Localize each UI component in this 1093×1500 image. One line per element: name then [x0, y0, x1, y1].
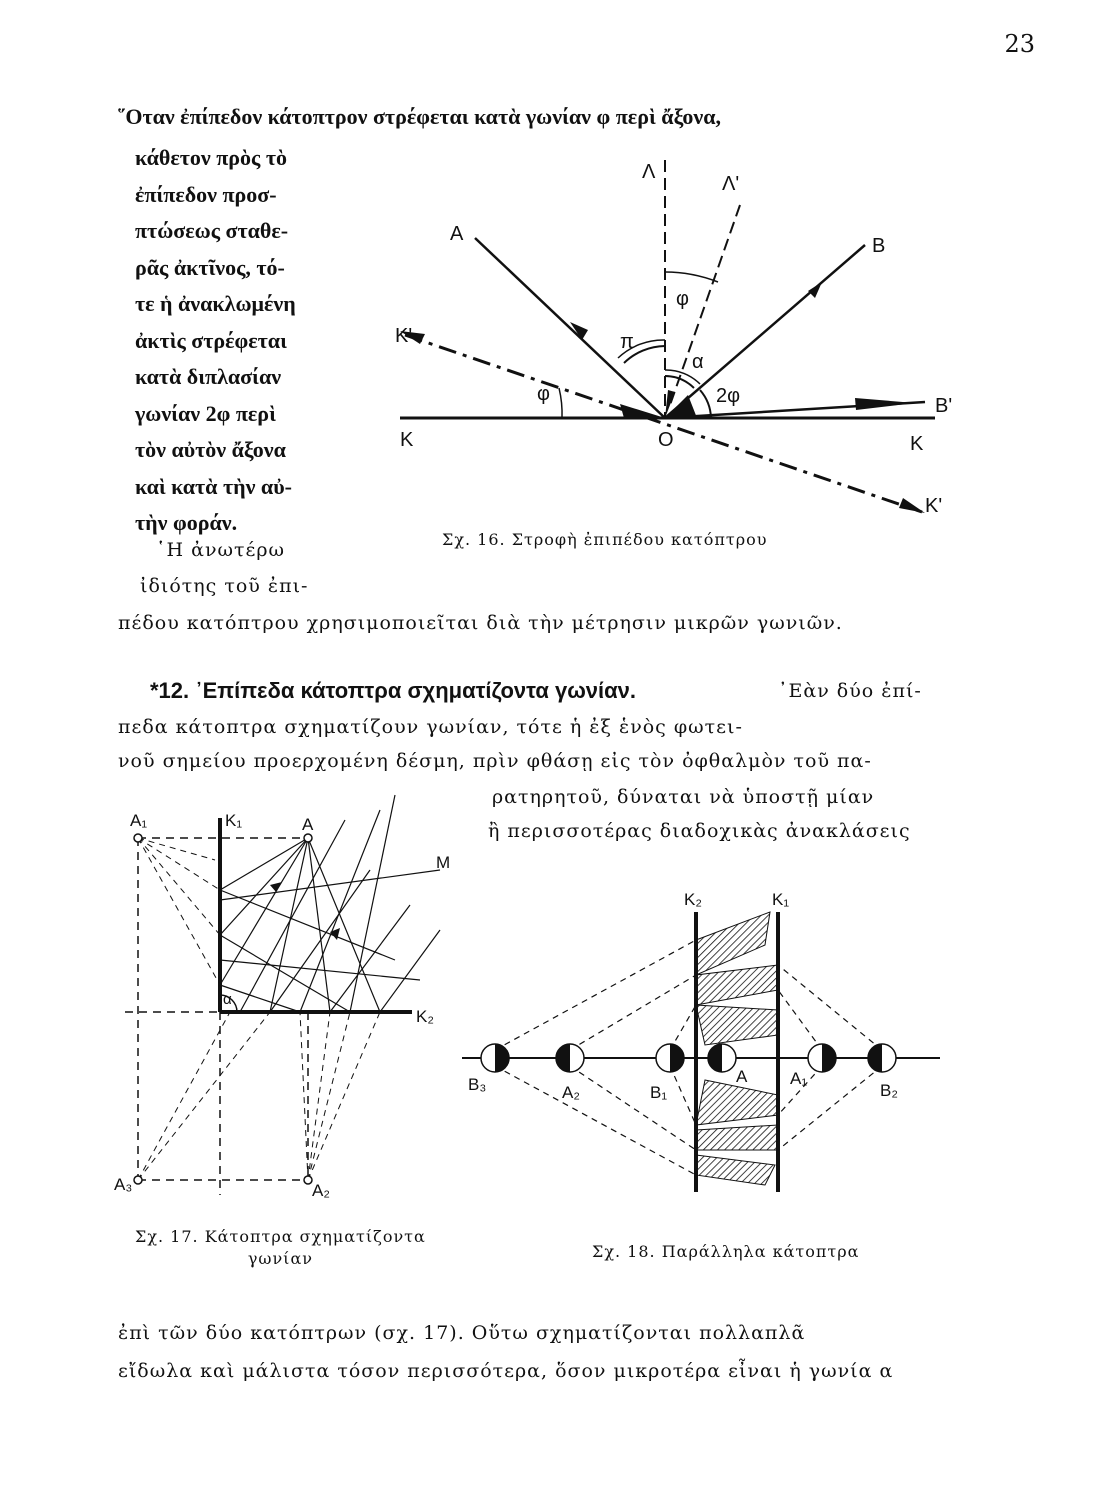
fig16-label-O: O: [658, 429, 674, 451]
fig17-label-alpha: α: [223, 991, 232, 1008]
intro-column: [135, 140, 296, 542]
fig16-label-L: Λ: [642, 161, 656, 183]
fig16-label-A: A: [450, 223, 464, 245]
intro-col-line: γωνίαν 2φ περὶ: [135, 400, 276, 426]
fig17-caption: [135, 1226, 426, 1270]
fig16-label-Bp: B': [935, 395, 953, 417]
fig16-label-Kp-right: K': [925, 495, 943, 517]
closing-line: ἐπὶ τῶν δύο κατόπτρων (σχ. 17). Οὕτω σχηματίζονται πολλαπλᾶ: [118, 1322, 806, 1344]
fig18-label-A2: A₂: [562, 1083, 580, 1102]
fig16-label-K-right: K: [910, 433, 924, 455]
intro-first-line: ῞Οταν ἐπίπεδον κάτοπτρον στρέφεται κατὰ γωνίαν φ περὶ ἄξονα,: [118, 104, 722, 129]
fig16-label-phi-left: φ: [537, 383, 550, 405]
fig18-label-K2: K₂: [684, 890, 702, 909]
fig16-caption: Σχ. 16. Στροφὴ ἐπιπέδου κατόπτρου: [442, 530, 768, 549]
fig16-label-phi-top: φ: [676, 288, 689, 310]
intro-col-line: καὶ κατὰ τὴν αὐ-: [135, 473, 292, 499]
note-line: ῾Η ἀνωτέρω: [156, 539, 286, 561]
intro-col-line: κατὰ διπλασίαν: [135, 364, 282, 389]
intro-col-line: τὸν αὐτὸν ἄξονα: [135, 437, 286, 462]
section-12-line: πεδα κάτοπτρα σχηματίζουν γωνίαν, τότε ἡ ἐξ ἑνὸς φωτει-: [118, 716, 743, 738]
fig18-label-B2: B₂: [880, 1081, 898, 1100]
intro-col-line: κάθετον πρὸς τὸ: [135, 145, 287, 170]
intro-col-line: ἐπίπεδον προσ-: [135, 181, 277, 207]
figure-18: [455, 880, 955, 1210]
fig18-caption: Σχ. 18. Παράλληλα κάτοπτρα: [592, 1242, 860, 1261]
fig16-label-B: B: [872, 235, 886, 257]
fig17-caption-line: γωνίαν: [247, 1249, 313, 1268]
note-column: [140, 532, 308, 604]
fig16-label-pi: π: [620, 331, 634, 353]
fig18-label-A: A: [736, 1067, 748, 1086]
section-12-line: νοῦ σημείου προερχομένη δέσμη, πρὶν φθάσῃ εἰς τὸν ὀφθαλμὸν τοῦ πα-: [118, 750, 872, 772]
fig18-label-A1: A₁: [790, 1069, 808, 1088]
figure-17: [110, 790, 470, 1210]
page-number: 23: [1004, 30, 1035, 58]
section-12-line: ἢ περισσοτέρας διαδοχικὰς ἀνακλάσεις: [488, 820, 911, 842]
section-12-line: ρατηρητοῦ, δύναται νὰ ὑποστῇ μίαν: [492, 786, 875, 808]
intro-col-line: τὴν φοράν.: [135, 510, 238, 535]
fig17-label-A1: A₁: [130, 811, 148, 830]
note-line: ἰδιότης τοῦ ἐπι-: [140, 575, 309, 597]
fig16-label-Kp-left: K': [395, 325, 413, 347]
intro-col-line: ἀκτὶς στρέφεται: [135, 327, 287, 353]
figure-16: [360, 140, 980, 560]
fig18-label-K1: K₁: [772, 890, 790, 909]
intro-col-line: πτώσεως σταθε-: [135, 218, 289, 243]
fig17-label-A3: A₃: [114, 1175, 133, 1194]
section-12-line: ᾿Εὰν δύο ἐπί-: [778, 680, 922, 702]
fig16-label-Lp: Λ': [722, 173, 740, 195]
fig18-label-B1: B₁: [650, 1083, 668, 1102]
fig16-label-K-left: K: [400, 429, 414, 451]
fig17-label-K2: K₂: [416, 1007, 434, 1026]
fig17-label-M: M: [436, 853, 451, 872]
note-full-line: πέδου κατόπτρου χρησιμοποιεῖται διὰ τὴν μέτρησιν μικρῶν γωνιῶν.: [118, 612, 843, 634]
intro-col-line: ρᾶς ἀκτῖνος, τό-: [135, 254, 285, 280]
closing-line: εἴδωλα καὶ μάλιστα τόσον περισσότερα, ὅσον μικροτέρα εἶναι ἡ γωνία α: [118, 1360, 894, 1382]
fig16-label-two-phi: 2φ: [716, 385, 741, 407]
fig16-label-alpha: α: [692, 351, 704, 373]
fig17-label-A2: A₂: [312, 1181, 330, 1200]
fig17-caption-line: Σχ. 17. Κάτοπτρα σχηματίζοντα: [135, 1227, 426, 1246]
section-12-title: *12. ᾿Επίπεδα κάτοπτρα σχηματίζοντα γωνίαν.: [150, 678, 636, 703]
fig17-label-A: A: [302, 815, 314, 834]
fig17-label-K1: K₁: [225, 811, 243, 830]
fig18-label-B3: B₃: [468, 1075, 487, 1094]
intro-col-line: τε ἡ ἀνακλωμένη: [135, 291, 296, 316]
